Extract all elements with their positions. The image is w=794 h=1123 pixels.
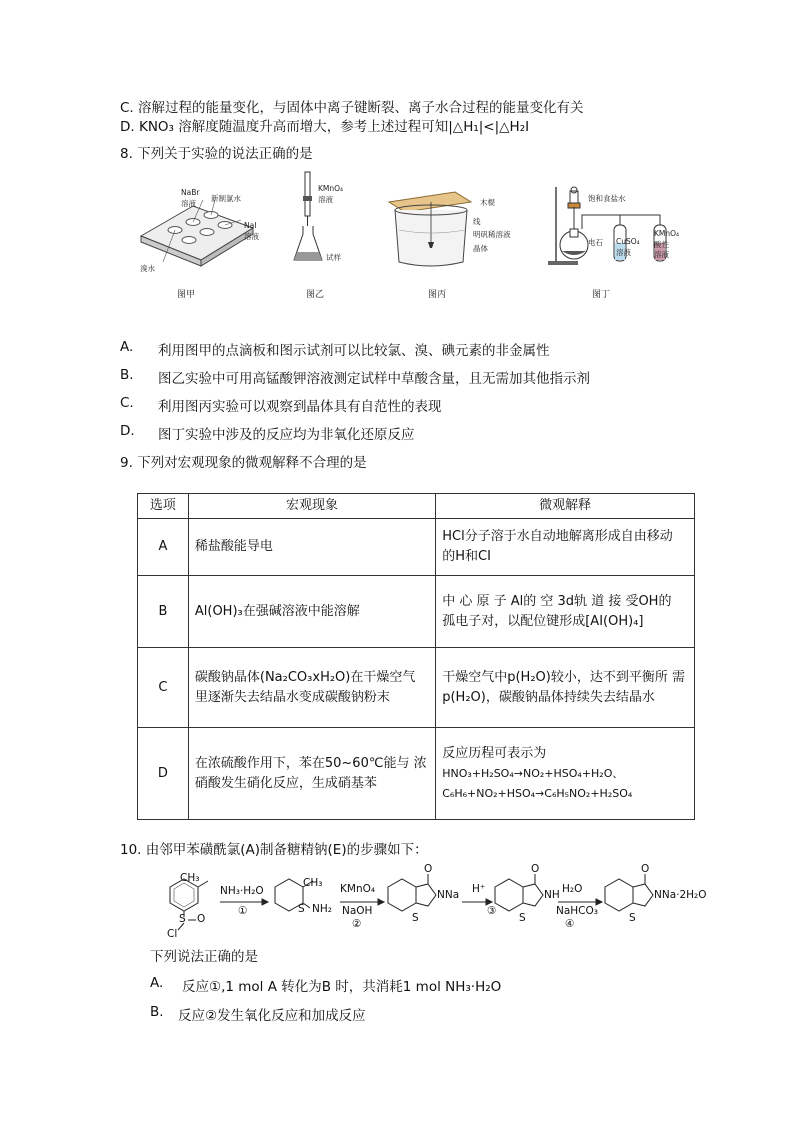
ding-label-acidic: 酸性 <box>654 240 669 249</box>
reagent-1: NH₃·H₂O <box>220 885 264 897</box>
ding-label-calcium-carbide: 电石 <box>588 238 603 247</box>
atom-s-d: S <box>519 912 526 924</box>
row-micro: 中 心 原 子 Al的 空 3d轨 道 接 受OH的 孤电子对，以配位键形成[AI(OH)₄] <box>436 576 695 648</box>
q10-option-a-key: A. <box>150 975 164 991</box>
option-d-previous: D. KNO₃ 溶解度随温度升高而增大，参考上述过程可知|△H₁|<|△H₂I <box>120 119 530 135</box>
row-micro-d <box>436 728 695 820</box>
atom-nna-c: NNa <box>437 889 460 901</box>
yi-label-kmno4-solution: 溶液 <box>318 195 333 204</box>
table-row <box>138 519 695 576</box>
reagent-2b: NaOH <box>342 905 373 917</box>
jia-label-nabr: NaBr <box>181 188 200 197</box>
crystal-growth-figure <box>385 190 475 270</box>
atom-s-a: S <box>179 913 186 925</box>
row-micro-intro: 反应历程可表示为 <box>442 745 547 761</box>
q8-option-d-key: D. <box>120 423 135 439</box>
row-macro: 碳酸钠晶体(Na₂CO₃xH₂O)在干燥空气 里逐渐失去结晶水变成碳酸钠粉末 <box>188 648 435 728</box>
atom-s-b: S <box>298 903 305 915</box>
ding-label-cuso4: CuSO₄ <box>616 237 640 246</box>
step-2: ② <box>352 918 362 930</box>
q9-table <box>137 493 695 820</box>
q8-option-a-text: 利用图甲的点滴板和图示试剂可以比较氯、溴、碘元素的非金属性 <box>158 343 550 359</box>
ding-label-kmno4: KMnO₄ <box>654 229 680 238</box>
reagent-4: H₂O <box>562 883 583 895</box>
figure-ding-caption: 图丁 <box>592 290 611 300</box>
question-10-stem: 10. 由邻甲苯磺酰氯(A)制备糖精钠(E)的步骤如下： <box>120 842 428 858</box>
bing-label-thread: 线 <box>473 217 481 226</box>
atom-nh2-b: NH₂ <box>312 903 332 915</box>
question-9-stem: 9. 下列对宏观现象的微观解释不合理的是 <box>120 455 367 471</box>
q8-option-d-text: 图丁实验中涉及的反应均为非氧化还原反应 <box>158 427 415 443</box>
atom-s-e: S <box>629 912 636 924</box>
q8-option-c-text: 利用图丙实验可以观察到晶体具有自范性的表现 <box>158 399 442 415</box>
atom-nna2-e: NNa·2H₂O <box>654 889 707 901</box>
row-micro: 干燥空气中p(H₂O)较小，达不到平衡所 需p(H₂O)，碳酸钠晶体持续失去结晶水 <box>436 648 695 728</box>
row-macro: Al(OH)₃在强碱溶液中能溶解 <box>188 576 435 648</box>
jia-label-nabr-solution: 溶液 <box>181 199 196 208</box>
atom-o-c: O <box>424 863 433 875</box>
q8-option-b-text: 图乙实验中可用高锰酸钾溶液测定试样中草酸含量，且无需加其他指示剂 <box>158 371 590 387</box>
row-option: A <box>138 519 189 576</box>
q8-option-b-key: B. <box>120 367 134 383</box>
row-macro: 在浓硫酸作用下，苯在50~60℃能与 浓硝酸发生硝化反应，生成硝基苯 <box>188 728 435 820</box>
option-c-previous: C. 溶解过程的能量变化，与固体中离子键断裂、离子水合过程的能量变化有关 <box>120 100 584 116</box>
figure-bing-caption: 图丙 <box>428 290 447 300</box>
bing-label-crystal: 晶体 <box>473 244 488 253</box>
row-macro: 稀盐酸能导电 <box>188 519 435 576</box>
atom-o-d: O <box>531 863 540 875</box>
jia-label-bromine-water: 溴水 <box>140 264 155 273</box>
bing-label-alum-solution: 明矾稀溶液 <box>473 230 511 239</box>
equation-2: C₆H₆+NO₂+HSO₄→C₆H₅NO₂+H₂SO₄ <box>442 786 633 800</box>
header-macro: 宏观现象 <box>188 494 435 519</box>
q10-sub-stem: 下列说法正确的是 <box>150 949 258 965</box>
figure-jia-caption: 图甲 <box>177 290 196 300</box>
row-micro: HCl分子溶于水自动地解离形成自由移动 的H和CI <box>436 519 695 576</box>
header-option: 选项 <box>138 494 189 519</box>
atom-nh-d: NH <box>544 889 560 901</box>
atom-s-c: S <box>412 912 419 924</box>
reagent-2: KMnO₄ <box>340 883 376 895</box>
table-header-row <box>138 494 695 519</box>
atom-ch3-a: CH₃ <box>180 872 200 884</box>
step-3: ③ <box>487 905 497 917</box>
row-option: B <box>138 576 189 648</box>
step-4: ④ <box>565 918 575 930</box>
ding-label-cuso4-solution: 溶液 <box>616 248 631 257</box>
yi-label-kmno4: KMnO₄ <box>318 184 344 193</box>
equation-1: HNO₃+H₂SO₄→NO₂+HSO₄+H₂O、 <box>442 766 624 780</box>
header-micro: 微观解释 <box>436 494 695 519</box>
atom-cl-a: Cl <box>167 928 178 940</box>
atom-ch3-b: CH₃ <box>303 877 323 889</box>
jia-label-nai: NaI <box>244 221 257 230</box>
table-row <box>138 648 695 728</box>
atom-o-a: O <box>197 913 206 925</box>
question-8-stem: 8. 下列关于实验的说法正确的是 <box>120 146 313 162</box>
table-row <box>138 576 695 648</box>
q8-option-a-key: A. <box>120 339 134 355</box>
reagent-4b: NaHCO₃ <box>556 905 598 917</box>
bing-label-stick: 木棍 <box>480 198 495 207</box>
ding-label-kmno4-solution: 溶液 <box>654 250 669 259</box>
q10-option-a-text: 反应①,1 mol A 转化为B 时，共消耗1 mol NH₃·H₂O <box>182 979 502 995</box>
q8-option-c-key: C. <box>120 395 134 411</box>
q10-option-b-text: 反应②发生氧化反应和加成反应 <box>178 1008 366 1024</box>
jia-label-nai-solution: 溶液 <box>244 232 259 241</box>
row-option: C <box>138 648 189 728</box>
ding-label-brine: 饱和食盐水 <box>588 194 626 203</box>
q10-option-b-key: B. <box>150 1004 164 1020</box>
figure-yi-caption: 图乙 <box>306 290 325 300</box>
reagent-3: H⁺ <box>472 883 486 895</box>
yi-label-sample: 试样 <box>326 253 341 262</box>
atom-o-e: O <box>641 863 650 875</box>
table-row <box>138 728 695 820</box>
row-option: D <box>138 728 189 820</box>
jia-label-chlorine-water: 新制氯水 <box>211 194 241 203</box>
step-1: ① <box>238 905 248 917</box>
